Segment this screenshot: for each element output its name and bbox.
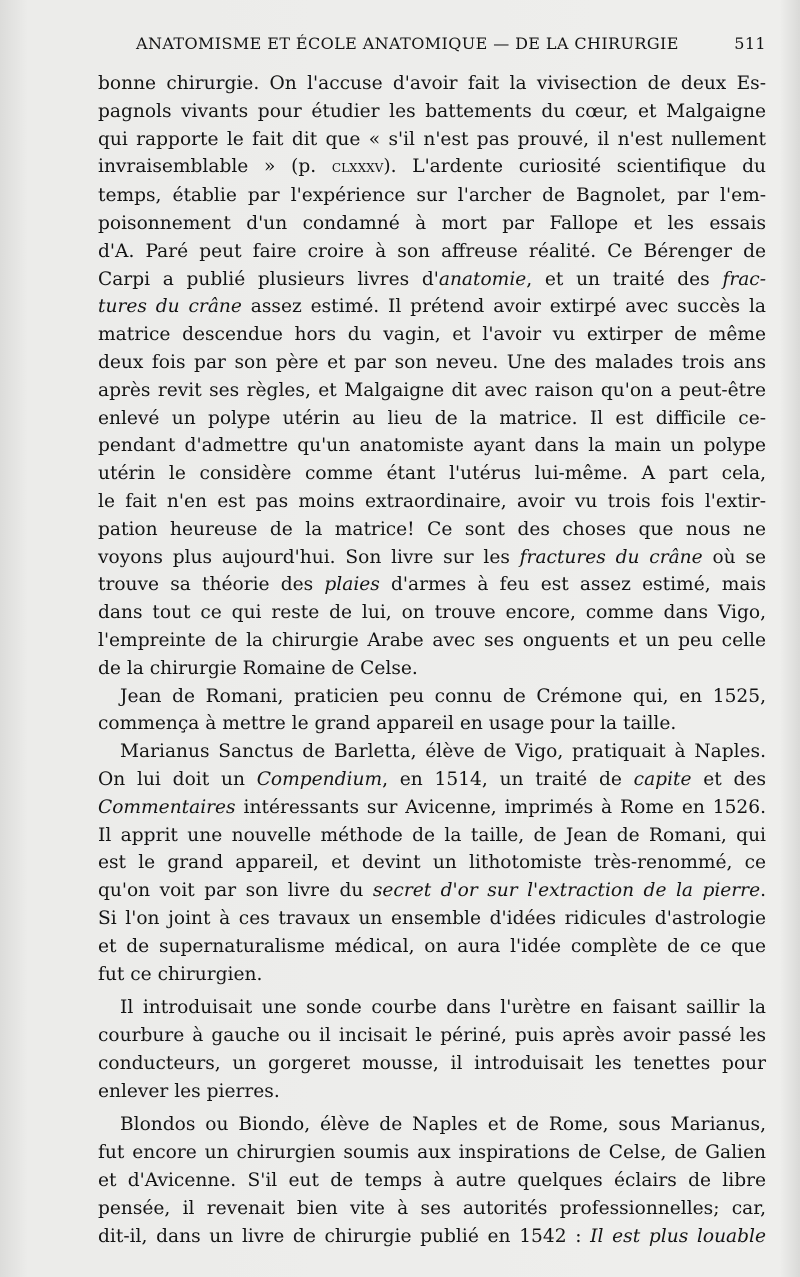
text-line: pagnols vivants pour étudier les battements du cœur, et Malgaigne [98,100,766,122]
text-line: Il introduisait une sonde courbe dans l'urètre en faisant saillir la [120,997,766,1019]
text-line: deux fois par son père et par son neveu. Une des malades trois ans [98,351,766,373]
body-text [98,70,766,1250]
text-line: trouve sa théorie des plaies d'armes à feu est assez estimé, mais [98,574,767,596]
text-line: courbure à gauche ou il incisait le périné, puis après avoir passé les [98,1025,766,1047]
italic-title: secret d'or sur l'extraction de la pierre [372,880,761,902]
text-line: fut encore un chirurgien soumis aux inspirations de Celse, de Galien [98,1142,766,1164]
text-line: d'A. Paré peut faire croire à son affreuse réalité. Ce Bérenger de [98,240,766,262]
text-line: et de supernaturalisme médical, on aura l'idée complète de ce que [98,935,766,957]
text-line: matrice descendue hors du vagin, et l'avoir vu extirper de même [98,324,766,346]
paragraph [98,1111,766,1250]
text-line: et d'Avicenne. S'il eut de temps à autre quelques éclairs de libre [98,1170,766,1192]
text-line: qui rapporte le fait dit que « s'il n'est pas prouvé, il n'est nullement [98,128,766,150]
text-line: utérin le considère comme étant l'utérus lui-même. A part cela, [98,463,766,485]
paragraph [98,683,766,739]
text-line: pensée, il revenait bien vite à ses autorités professionnelles; car, [98,1197,766,1219]
text-line: le fait n'en est pas moins extraordinaire, avoir vu trois fois l'extir- [98,490,766,512]
italic-title: capite [633,768,692,790]
page-header [136,34,766,53]
text-line: enlevé un polype utérin au lieu de la matrice. Il est difficile ce- [98,407,766,429]
text-line: voyons plus aujourd'hui. Son livre sur les fractures du crâne où se [98,546,766,568]
paragraph [98,994,766,1105]
text-line: l'empreinte de la chirurgie Arabe avec ses onguents et un peu celle [98,629,766,651]
page-ref: clxxxv [331,157,384,178]
text-line: Commentaires intéressants sur Avicenne, imprimés à Rome en 1526. [98,796,766,818]
running-title: ANATOMISME ET ÉCOLE ANATOMIQUE — DE LA CHIRURGIE [136,34,679,53]
italic-title: Commentaires [98,796,236,818]
text-line: invraisemblable » (p. clxxxv). L'ardente curiosité scientifique du [98,156,766,178]
text-line: qu'on voit par son livre du secret d'or sur l'extraction de la pierre. [98,880,766,902]
italic-title: tures du crâne [98,296,242,318]
italic-title: Compendium [256,768,383,790]
text-line: Il apprit une nouvelle méthode de la taille, de Jean de Romani, qui [98,824,766,846]
text-line: Carpi a publié plusieurs livres d'anatomie, et un traité des frac- [98,268,766,290]
text-line: Marianus Sanctus de Barletta, élève de Vigo, pratiquait à Naples. [120,741,766,763]
text-line: conducteurs, un gorgeret mousse, il introduisait les tenettes pour [98,1052,766,1074]
italic-title: frac- [722,268,766,290]
text-line: Jean de Romani, praticien peu connu de Crémone qui, en 1525, [120,685,766,707]
text-line: fut ce chirurgien. [98,963,263,985]
text-line: On lui doit un Compendium, en 1514, un traité de capite et des [98,768,766,790]
text-line: pation heureuse de la matrice! Ce sont des choses que nous ne [98,518,766,540]
italic-title: anatomie [438,268,527,290]
italic-title: fractures du crâne [519,546,703,568]
text-line: tures du crâne assez estimé. Il prétend avoir extirpé avec succès la [98,296,766,318]
text-line: après revit ses règles, et Malgaigne dit avec raison qu'on a peut-être [98,379,766,401]
text-line: bonne chirurgie. On l'accuse d'avoir fait la vivisection de deux Es- [98,73,766,94]
page-number: 511 [734,34,766,53]
paragraph [98,738,766,988]
text-line: pendant d'admettre qu'un anatomiste ayant dans la main un polype [98,435,766,457]
text-line: dit-il, dans un livre de chirurgie publié en 1542 : Il est plus louable [98,1225,766,1247]
text-line: de la chirurgie Romaine de Celse. [98,657,418,679]
text-line: commença à mettre le grand appareil en usage pour la taille. [98,713,677,735]
paragraph [98,70,766,683]
text-line: Si l'on joint à ces travaux un ensemble d'idées ridicules d'astrologie [98,907,766,929]
italic-quote: Il est plus louable [590,1225,766,1247]
italic-title: plaies [324,574,380,596]
text-line: Blondos ou Biondo, élève de Naples et de Rome, sous Marianus, [120,1114,766,1136]
text-line: temps, établie par l'expérience sur l'archer de Bagnolet, par l'em- [98,185,766,207]
text-line: poisonnement d'un condamné à mort par Fallope et les essais [98,212,766,234]
text-line: est le grand appareil, et devint un lithotomiste très-renommé, ce [98,852,766,874]
text-line: dans tout ce qui reste de lui, on trouve encore, comme dans Vigo, [98,602,766,624]
text-line: enlever les pierres. [98,1080,280,1102]
